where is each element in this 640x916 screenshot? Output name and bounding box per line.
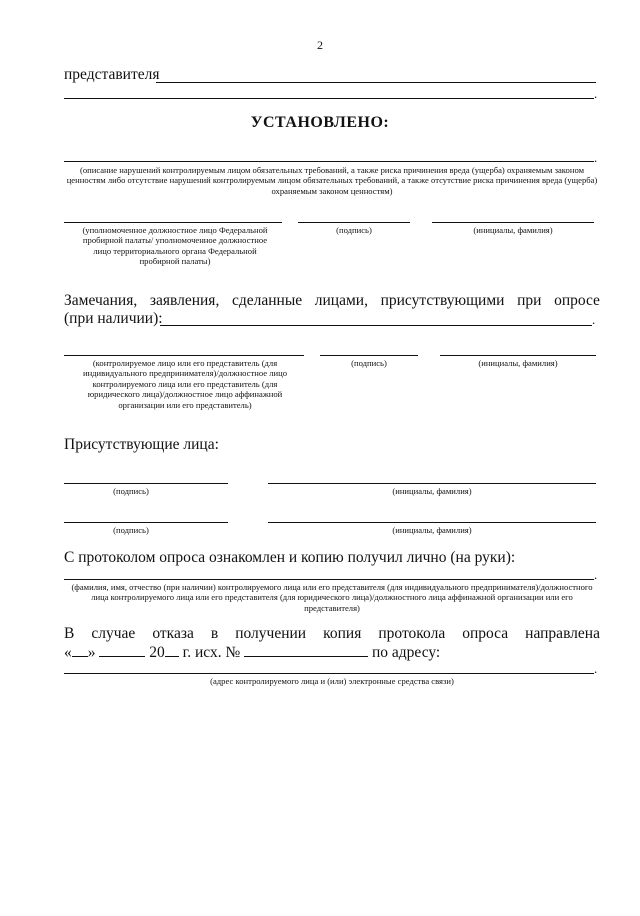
- day-blank: [72, 642, 88, 657]
- present-name-caption-1: (инициалы, фамилия): [392, 486, 472, 496]
- remarks-word: заявления,: [149, 292, 220, 309]
- acknowledgement-text: С протоколом опроса ознакомлен и копию получил лично (на руки):: [64, 549, 516, 566]
- page-number: 2: [317, 38, 323, 52]
- refusal-word: отказа: [152, 625, 194, 642]
- official-signature-line: [298, 222, 410, 223]
- official-signature-caption: (подпись): [336, 225, 372, 235]
- refusal-word: направлена: [525, 625, 600, 642]
- remarks-word: при: [517, 292, 542, 309]
- controlled-signature-line: [320, 355, 418, 356]
- violations-caption: (описание нарушений контролируемым лицом обязательных требований, а также риска причинения вреда (ущерба) охраняемым законом ценностям либо отсутствие нарушений контролируемым лицом обязательных требований, а также отсутствие риска причинения вреда (ущерба) охраняемым законом ценностям): [66, 165, 598, 196]
- refusal-word: получении: [235, 625, 307, 642]
- remarks-if-any: (при наличии):: [64, 310, 163, 327]
- address-caption: (адрес контролируемого лица и (или) электронные средства связи): [210, 676, 454, 686]
- present-signature-line-1: [64, 483, 228, 484]
- year-blank: [165, 642, 179, 657]
- controlled-name-line: [440, 355, 596, 356]
- present-heading: Присутствующие лица:: [64, 436, 219, 453]
- outgoing-number-blank: [244, 642, 368, 657]
- present-signature-caption-2: (подпись): [113, 525, 149, 535]
- remarks-text: [64, 292, 600, 310]
- remarks-line: [160, 325, 592, 326]
- period: .: [594, 150, 598, 165]
- present-name-line-2: [268, 522, 596, 523]
- representative-line-2: [64, 98, 594, 99]
- month-blank: [99, 642, 145, 657]
- remarks-word: опросе: [554, 292, 600, 309]
- period: .: [594, 86, 598, 101]
- violations-line: [64, 161, 594, 162]
- by-address-label: по адресу:: [372, 644, 441, 661]
- address-line: [64, 673, 594, 674]
- remarks-word: Замечания,: [64, 292, 138, 309]
- official-name-caption: (инициалы, фамилия): [473, 225, 553, 235]
- refusal-word: в: [210, 625, 219, 642]
- period: .: [594, 661, 598, 676]
- official-line: [64, 222, 282, 223]
- refusal-word: опроса: [462, 625, 509, 642]
- remarks-word: лицами,: [314, 292, 368, 309]
- controlled-person-caption: (контролируемое лицо или его представитель (для индивидуального предпринимателя)/должностное лицо контролируемого лица или его представитель (для юридического лица)/должностное лицо аффинажной организации или его представитель): [82, 358, 288, 410]
- period: .: [594, 567, 598, 582]
- refusal-word: копия: [323, 625, 362, 642]
- acknowledgement-caption: (фамилия, имя, отчество (при наличии) контролируемого лица или его представителя (для индивидуального предпринимателя)/должностного лица контролируемого лица или его представителя (для юридического лица)/должностного лица аффинажной организации или его представителя): [71, 582, 593, 613]
- present-signature-line-2: [64, 522, 228, 523]
- representative-line: [156, 82, 596, 83]
- outgoing-number-label: г. исх. №: [182, 644, 241, 661]
- controlled-person-line: [64, 355, 304, 356]
- representative-label: представителя: [64, 66, 160, 83]
- official-name-line: [432, 222, 594, 223]
- period: .: [592, 312, 596, 327]
- acknowledgement-line: [64, 579, 594, 580]
- quote-open: «: [64, 644, 72, 661]
- established-heading: УСТАНОВЛЕНО:: [250, 114, 390, 131]
- refusal-word: случае: [91, 625, 136, 642]
- refusal-date-line: [64, 642, 440, 662]
- year-prefix: 20: [149, 644, 165, 661]
- present-name-caption-2: (инициалы, фамилия): [392, 525, 472, 535]
- present-name-line-1: [268, 483, 596, 484]
- controlled-signature-caption: (подпись): [351, 358, 387, 368]
- controlled-name-caption: (инициалы, фамилия): [478, 358, 558, 368]
- official-caption: (уполномоченное должностное лицо Федеральной пробирной палаты/ уполномоченное должностное лицо территориального органа Федеральной пробирной палаты): [82, 225, 268, 267]
- refusal-word: протокола: [378, 625, 446, 642]
- present-signature-caption-1: (подпись): [113, 486, 149, 496]
- quote-close: »: [87, 644, 96, 661]
- remarks-word: сделанные: [231, 292, 303, 309]
- refusal-text: [64, 625, 600, 643]
- refusal-word: В: [64, 625, 75, 642]
- remarks-word: присутствующими: [380, 292, 505, 309]
